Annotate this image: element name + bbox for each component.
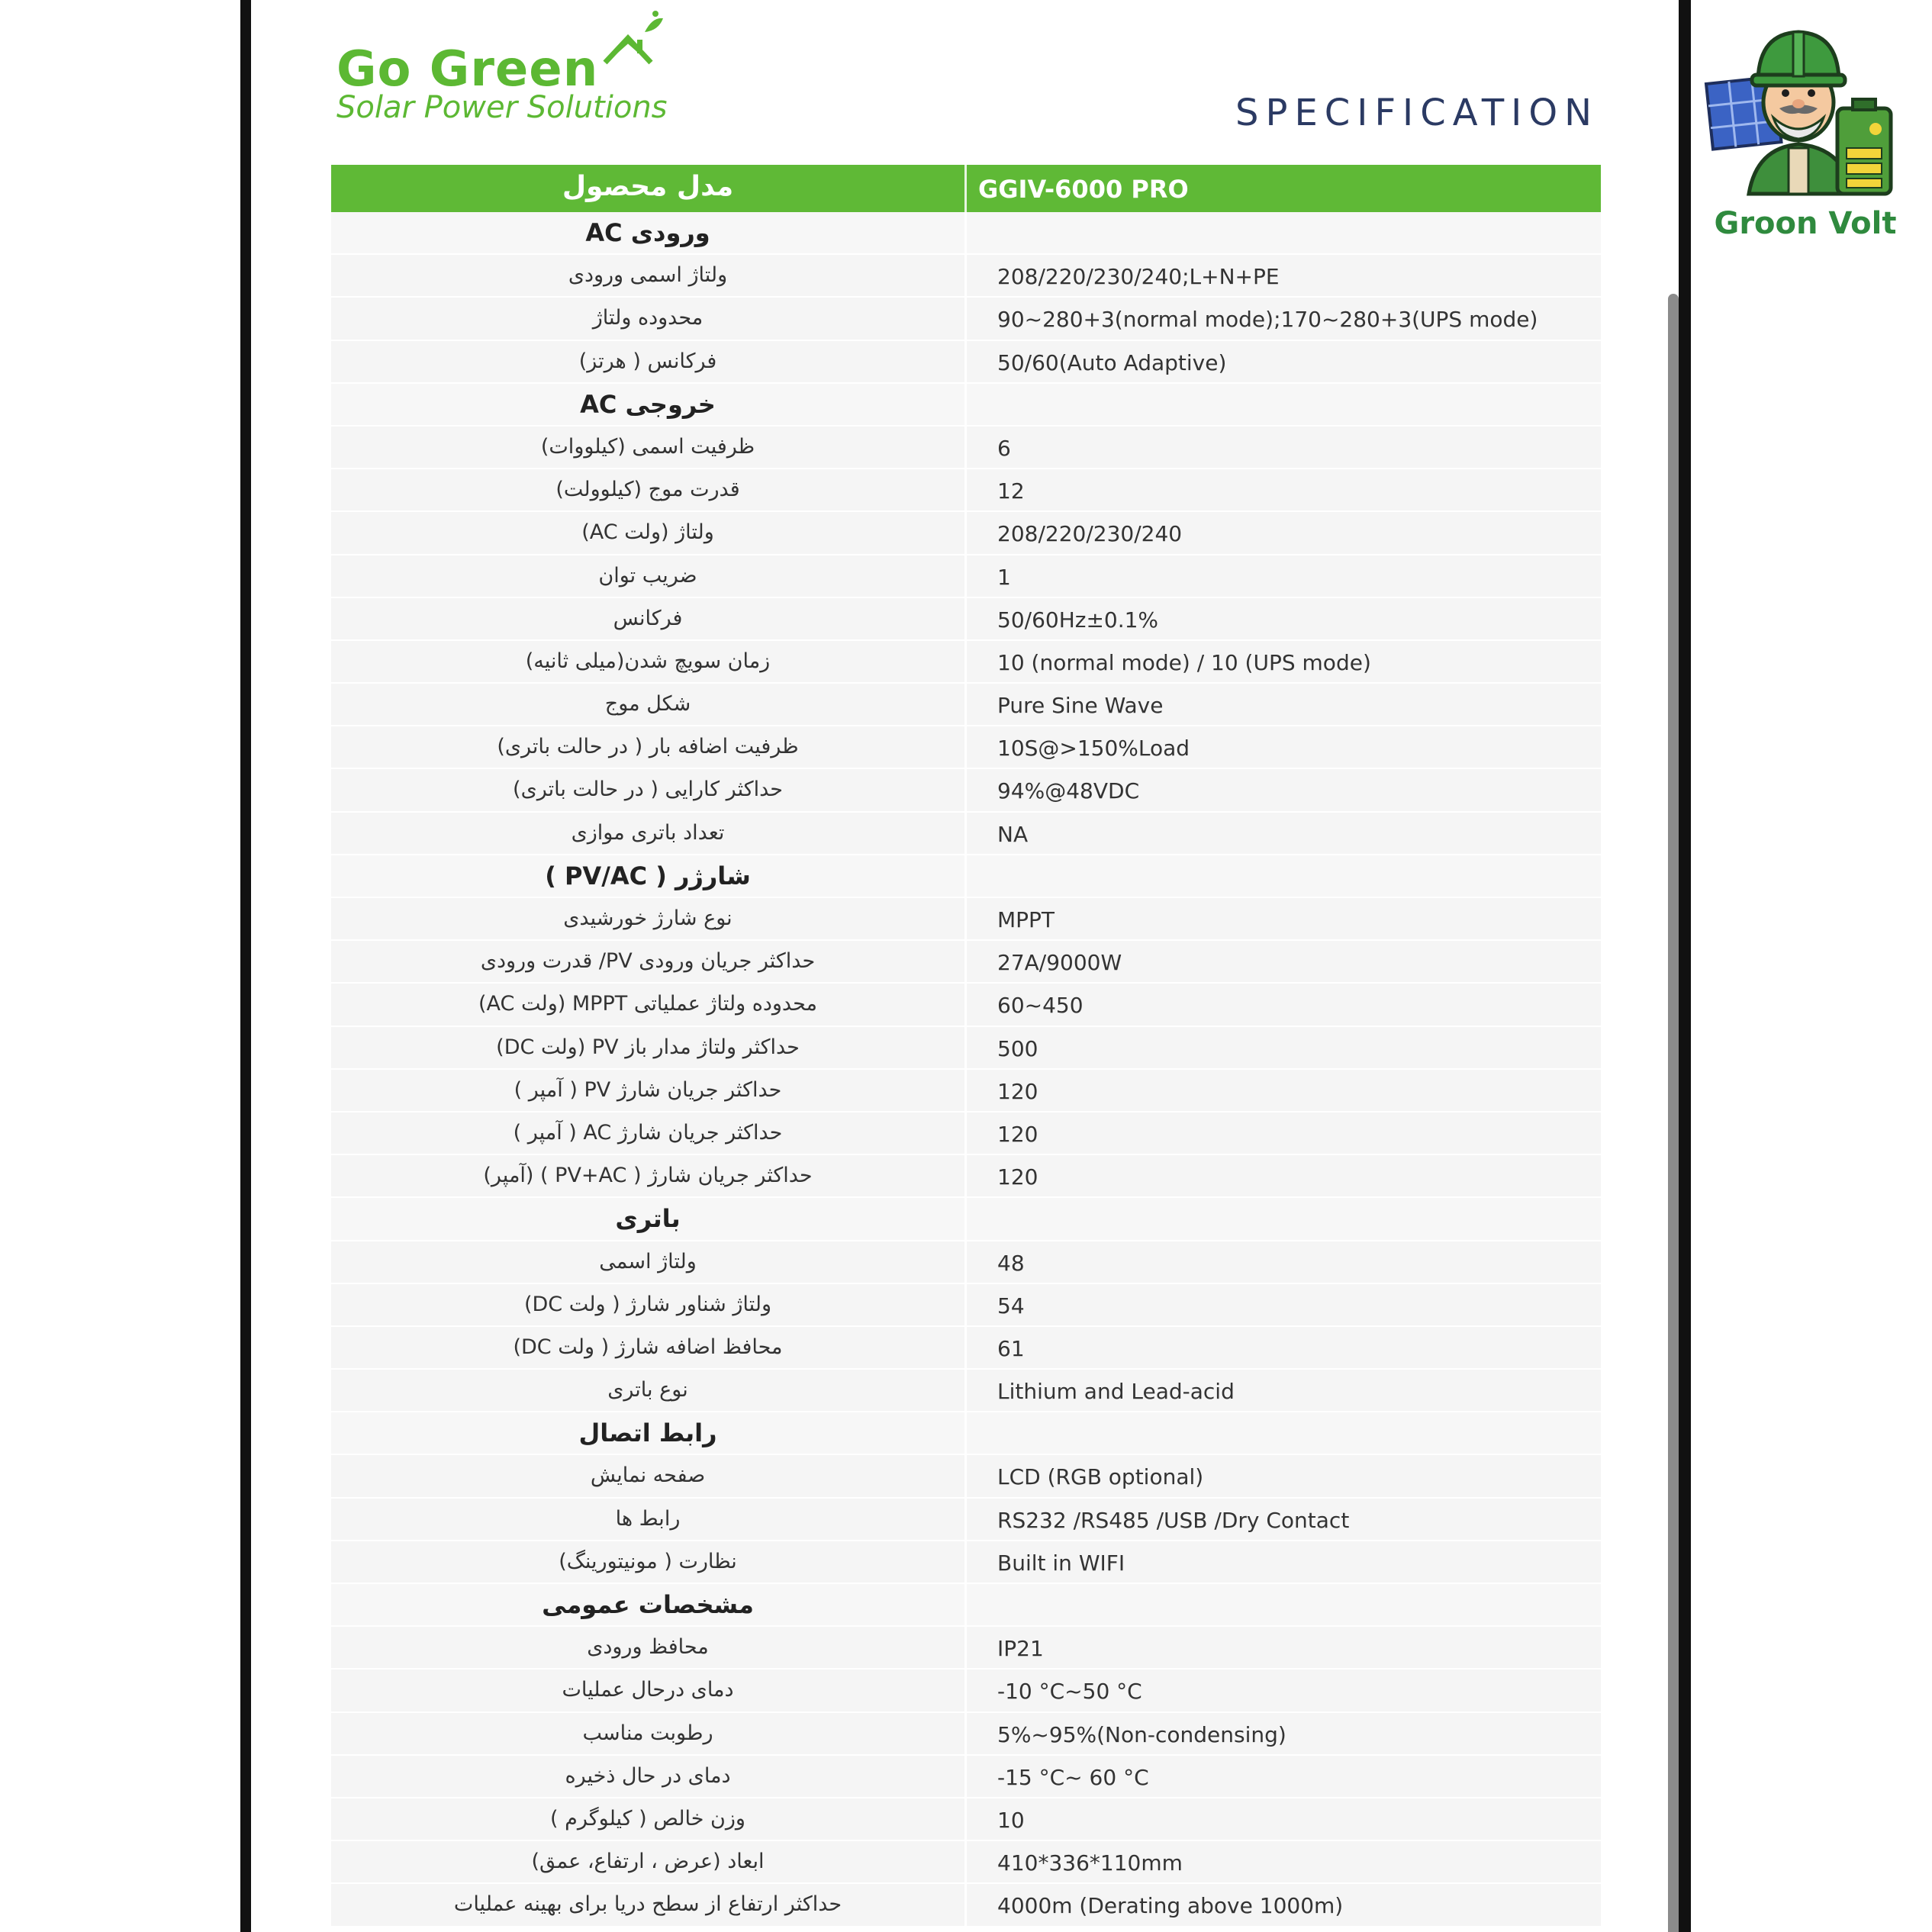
column-divider bbox=[964, 813, 967, 855]
table-row bbox=[331, 341, 1601, 384]
spec-value: 120 bbox=[997, 1164, 1038, 1190]
section-header-row bbox=[331, 384, 1601, 427]
left-frame-border bbox=[240, 0, 251, 1932]
table-row bbox=[331, 941, 1601, 984]
table-row bbox=[331, 1113, 1601, 1155]
spec-value: 50/60Hz±0.1% bbox=[997, 607, 1159, 633]
table-row bbox=[331, 1499, 1601, 1541]
column-divider bbox=[964, 1113, 967, 1155]
spec-label: حداکثر جریان شارژ AC ( آمپر ) bbox=[513, 1120, 783, 1145]
table-body bbox=[331, 212, 1601, 1927]
go-green-logo bbox=[336, 9, 668, 125]
spec-value: 94%@48VDC bbox=[997, 778, 1140, 804]
spec-label: نوع باتری bbox=[607, 1378, 688, 1402]
spec-value: RS232 /RS485 /USB /Dry Contact bbox=[997, 1507, 1350, 1533]
table-row bbox=[331, 1670, 1601, 1712]
column-divider bbox=[964, 941, 967, 984]
spec-value: 10S@>150%Load bbox=[997, 736, 1190, 762]
spec-value: 120 bbox=[997, 1121, 1038, 1147]
spec-label: قدرت موج (کیلوولت) bbox=[555, 478, 740, 502]
spec-value: 10 (normal mode) / 10 (UPS mode) bbox=[997, 649, 1371, 675]
spec-value: Built in WIFI bbox=[997, 1550, 1125, 1576]
spec-value: 10 bbox=[997, 1807, 1025, 1833]
column-divider bbox=[964, 1027, 967, 1070]
table-row bbox=[331, 469, 1601, 512]
spec-value: 6 bbox=[997, 435, 1011, 461]
spec-value: 27A/9000W bbox=[997, 950, 1122, 976]
spec-label: دمای درحال عملیات bbox=[562, 1678, 734, 1702]
spec-label: حداکثر جریان ورودی PV/ قدرت ورودی bbox=[480, 949, 816, 974]
spec-value: -15 °C~ 60 °C bbox=[997, 1764, 1149, 1790]
spec-value: 48 bbox=[997, 1250, 1025, 1276]
table-row bbox=[331, 1627, 1601, 1670]
column-divider bbox=[964, 1198, 967, 1241]
table-row bbox=[331, 1241, 1601, 1284]
spec-label: محافظ ورودی bbox=[587, 1635, 709, 1660]
spec-value: 208/220/230/240;L+N+PE bbox=[997, 264, 1280, 290]
header-model-value: GGIV-6000 PRO bbox=[978, 175, 1189, 204]
spec-label: نظارت ( مونیتورینگ) bbox=[559, 1549, 737, 1573]
spec-label: محدوده ولتاژ عملیاتی MPPT (ولت AC) bbox=[478, 992, 817, 1016]
spec-label: صفحه نمایش bbox=[590, 1463, 706, 1488]
spec-label: حداکثر جریان شارژ PV ( آمپر ) bbox=[514, 1077, 782, 1102]
section-title: باتری bbox=[615, 1204, 681, 1234]
column-divider bbox=[964, 1455, 967, 1498]
column-divider bbox=[964, 769, 967, 812]
spec-sheet-document bbox=[251, 0, 1679, 1932]
spec-label: فرکانس ( هرتز) bbox=[578, 349, 717, 373]
column-divider bbox=[964, 427, 967, 469]
spec-label: حداکثر جریان شارژ ( PV+AC ) (آمپر) bbox=[483, 1164, 813, 1188]
spec-label: وزن خالص ( کیلوگرم ) bbox=[550, 1806, 745, 1831]
section-title: شارژر ( PV/AC ) bbox=[545, 861, 751, 890]
section-title: خروجی AC bbox=[580, 389, 716, 419]
section-header-row bbox=[331, 855, 1601, 898]
spec-label: زمان سویچ شدن(میلی ثانیه) bbox=[525, 649, 771, 673]
column-divider bbox=[964, 1241, 967, 1284]
table-row bbox=[331, 512, 1601, 555]
column-divider bbox=[964, 684, 967, 726]
spec-label: ضریب توان bbox=[598, 563, 697, 588]
spec-label: شکل موج bbox=[604, 692, 691, 716]
column-divider bbox=[964, 726, 967, 769]
spec-value: LCD (RGB optional) bbox=[997, 1464, 1204, 1490]
spec-label: فرکانس bbox=[613, 606, 683, 630]
spec-value: 500 bbox=[997, 1035, 1038, 1061]
spec-value: 61 bbox=[997, 1335, 1025, 1361]
spec-label: محافظ اضافه شارژ ( ولت DC) bbox=[513, 1335, 783, 1359]
spec-label: حداکثر ارتفاع از سطح دریا برای بهینه عملیات bbox=[453, 1892, 842, 1917]
column-divider bbox=[964, 1499, 967, 1541]
spec-label: محدوده ولتاژ bbox=[592, 306, 704, 330]
spec-value: 4000m (Derating above 1000m) bbox=[997, 1893, 1344, 1919]
column-divider bbox=[964, 1412, 967, 1455]
column-divider bbox=[964, 165, 967, 212]
spec-value: MPPT bbox=[997, 907, 1055, 932]
section-header-row bbox=[331, 1584, 1601, 1627]
section-title: رابط اتصال bbox=[578, 1418, 717, 1448]
spec-label: رطوبت مناسب bbox=[582, 1721, 713, 1745]
table-row bbox=[331, 1370, 1601, 1412]
section-header-row bbox=[331, 1198, 1601, 1241]
section-header-row bbox=[331, 1412, 1601, 1455]
table-row bbox=[331, 684, 1601, 726]
section-header-row bbox=[331, 212, 1601, 255]
spec-value: 60~450 bbox=[997, 993, 1084, 1019]
table-row bbox=[331, 298, 1601, 340]
table-row bbox=[331, 1027, 1601, 1070]
spec-value: 410*336*110mm bbox=[997, 1850, 1183, 1876]
column-divider bbox=[964, 598, 967, 641]
spec-value: NA bbox=[997, 821, 1029, 847]
column-divider bbox=[964, 855, 967, 898]
table-row bbox=[331, 813, 1601, 855]
spec-value: 1 bbox=[997, 564, 1011, 590]
table-row bbox=[331, 726, 1601, 769]
column-divider bbox=[964, 1070, 967, 1113]
table-row bbox=[331, 769, 1601, 812]
column-divider bbox=[964, 1541, 967, 1584]
spec-value: 54 bbox=[997, 1293, 1025, 1319]
column-divider bbox=[964, 984, 967, 1026]
column-divider bbox=[964, 641, 967, 684]
column-divider bbox=[964, 1584, 967, 1627]
table-row bbox=[331, 598, 1601, 641]
brand-name: Groon Volt bbox=[1714, 206, 1897, 241]
column-divider bbox=[964, 1841, 967, 1884]
table-row bbox=[331, 1155, 1601, 1198]
table-header-row bbox=[331, 165, 1601, 212]
table-row bbox=[331, 1884, 1601, 1927]
section-title: مشخصات عمومی bbox=[542, 1590, 754, 1619]
spec-value: 50/60(Auto Adaptive) bbox=[997, 349, 1227, 375]
spec-label: تعداد باتری موازی bbox=[571, 820, 725, 845]
spec-value: IP21 bbox=[997, 1636, 1044, 1662]
table-row bbox=[331, 255, 1601, 298]
table-row bbox=[331, 1541, 1601, 1584]
spec-label: رابط ها bbox=[615, 1506, 681, 1531]
column-divider bbox=[964, 298, 967, 340]
house-leaf-icon bbox=[597, 9, 666, 70]
spec-label: ولتاژ اسمی ورودی bbox=[568, 263, 728, 288]
spec-table bbox=[331, 165, 1601, 1927]
table-row bbox=[331, 898, 1601, 941]
spec-label: ولتاژ اسمی bbox=[599, 1249, 697, 1274]
column-divider bbox=[964, 1713, 967, 1756]
column-divider bbox=[964, 1284, 967, 1327]
column-divider bbox=[964, 1327, 967, 1370]
column-divider bbox=[964, 469, 967, 512]
specification-heading: SPECIFICATION bbox=[1235, 92, 1599, 134]
column-divider bbox=[964, 1670, 967, 1712]
spec-label: ظرفیت اضافه بار ( در حالت باتری) bbox=[497, 735, 799, 759]
table-row bbox=[331, 641, 1601, 684]
spec-value: 120 bbox=[997, 1078, 1038, 1104]
column-divider bbox=[964, 1155, 967, 1198]
table-row bbox=[331, 427, 1601, 469]
table-row bbox=[331, 1756, 1601, 1798]
spec-label: دمای در حال ذخیره bbox=[565, 1763, 731, 1788]
logo-tagline: Solar Power Solutions bbox=[336, 90, 668, 125]
spec-label: ولتاژ (ولت AC) bbox=[581, 520, 714, 545]
spec-label: ظرفیت اسمی (کیلووات) bbox=[540, 434, 755, 459]
spec-label: حداکثر ولتاژ مدار باز PV (ولت DC) bbox=[496, 1035, 800, 1059]
spec-value: Lithium and Lead-acid bbox=[997, 1379, 1235, 1405]
column-divider bbox=[964, 512, 967, 555]
spec-label: ولتاژ شناور شارژ ( ولت DC) bbox=[523, 1292, 772, 1316]
table-row bbox=[331, 555, 1601, 598]
spec-label: ابعاد (عرض ، ارتفاع، عمق) bbox=[531, 1850, 765, 1874]
column-divider bbox=[964, 555, 967, 598]
spec-value: -10 °C~50 °C bbox=[997, 1679, 1142, 1705]
table-row bbox=[331, 984, 1601, 1026]
column-divider bbox=[964, 1370, 967, 1412]
column-divider bbox=[964, 1884, 967, 1927]
table-row bbox=[331, 1327, 1601, 1370]
spec-value: 5%~95%(Non-condensing) bbox=[997, 1721, 1286, 1747]
table-row bbox=[331, 1713, 1601, 1756]
table-row bbox=[331, 1284, 1601, 1327]
column-divider bbox=[964, 341, 967, 384]
column-divider bbox=[964, 1798, 967, 1841]
logo-wordmark: Go Green bbox=[336, 41, 599, 98]
section-title: ورودی AC bbox=[585, 218, 710, 247]
right-frame-border bbox=[1679, 0, 1691, 1932]
table-row bbox=[331, 1841, 1601, 1884]
table-row bbox=[331, 1070, 1601, 1113]
column-divider bbox=[964, 384, 967, 427]
spec-value: 12 bbox=[997, 478, 1025, 504]
header-label: مدل محصول bbox=[562, 171, 734, 202]
spec-label: نوع شارژ خورشیدی bbox=[563, 906, 733, 930]
spec-value: Pure Sine Wave bbox=[997, 693, 1164, 719]
spec-value: 90~280+3(normal mode);170~280+3(UPS mode) bbox=[997, 307, 1538, 333]
spec-label: حداکثر کارایی ( در حالت باتری) bbox=[513, 778, 783, 802]
table-row bbox=[331, 1455, 1601, 1498]
column-divider bbox=[964, 898, 967, 941]
column-divider bbox=[964, 212, 967, 255]
column-divider bbox=[964, 255, 967, 298]
table-row bbox=[331, 1798, 1601, 1841]
vertical-scrollbar[interactable] bbox=[1668, 294, 1679, 1932]
column-divider bbox=[964, 1627, 967, 1670]
spec-value: 208/220/230/240 bbox=[997, 521, 1183, 547]
column-divider bbox=[964, 1756, 967, 1798]
